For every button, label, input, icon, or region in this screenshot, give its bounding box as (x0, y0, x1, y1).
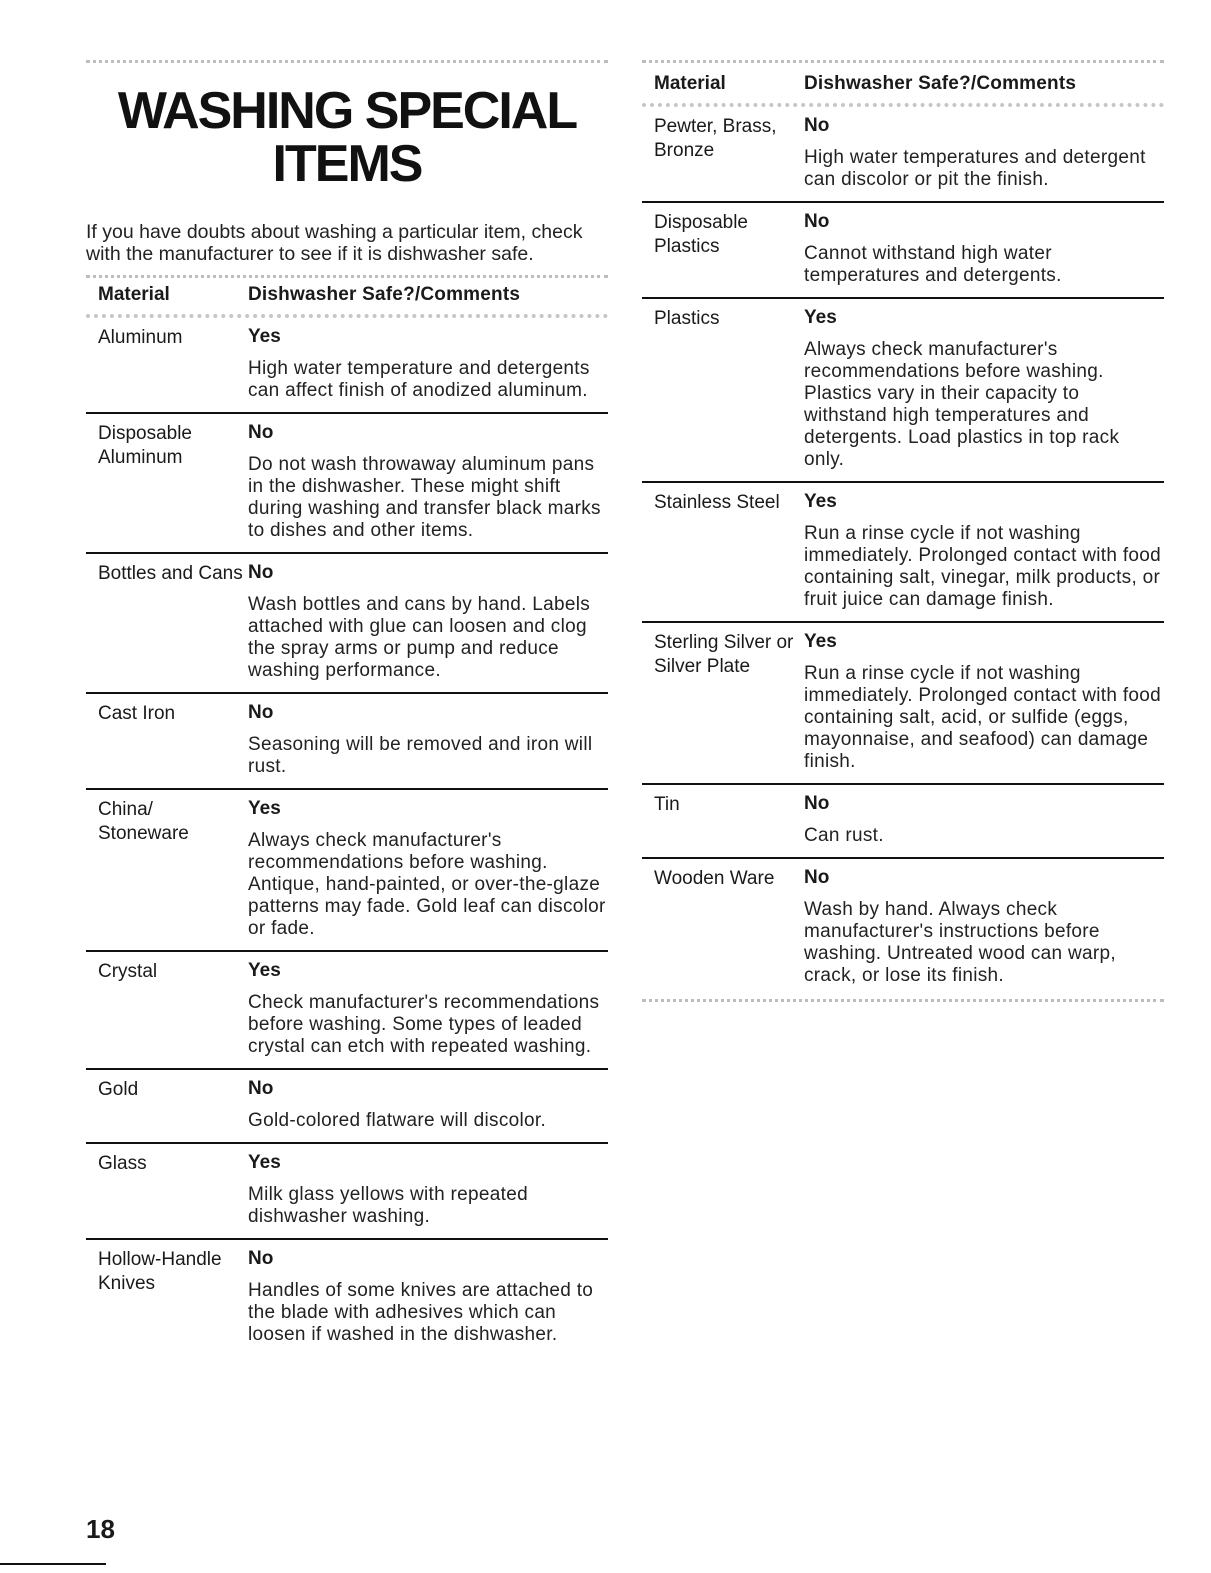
right-column (642, 60, 1164, 1002)
table-row (86, 692, 608, 788)
comment-cell (804, 629, 1164, 773)
comment-text: Wash by hand. Always check manufacturer's instructions before washing. Untreated wood can warp, crack, or lose its finish. (804, 899, 1116, 986)
comment-cell (248, 796, 608, 940)
material-cell: China/ Stoneware (98, 799, 189, 844)
table-row (86, 788, 608, 950)
table-header (86, 278, 608, 314)
material-cell: Tin (654, 794, 680, 815)
page-title (86, 82, 608, 193)
dishwasher-safe-verdict: No (248, 562, 274, 583)
material-cell: Wooden Ware (654, 868, 775, 889)
table-row (642, 107, 1164, 201)
table-row (642, 297, 1164, 481)
dishwasher-safe-verdict: No (248, 422, 274, 443)
table-row (642, 201, 1164, 297)
table-row (86, 552, 608, 692)
comment-cell (248, 420, 608, 542)
comment-cell (804, 489, 1164, 611)
footer-rule (0, 1563, 106, 1565)
table-row (642, 621, 1164, 783)
comment-text: High water temperatures and detergent can discolor or pit the finish. (804, 147, 1146, 190)
header-comments: Dishwasher Safe?/Comments (248, 284, 521, 305)
comment-text: Always check manufacturer's recommendations before washing. Plastics vary in their capacity to withstand high temperatures and detergents. Load plastics in top rack only. (804, 339, 1120, 470)
dishwasher-safe-verdict: No (248, 1078, 274, 1099)
comment-text: Always check manufacturer's recommendations before washing. Antique, hand-painted, or over-the-glaze patterns may fade. Gold leaf can discolor or fade. (248, 830, 606, 939)
comment-cell (248, 700, 608, 778)
comment-text: Gold-colored flatware will discolor. (248, 1110, 547, 1131)
table-row (86, 412, 608, 552)
table-row (642, 857, 1164, 997)
material-cell: Bottles and Cans (98, 563, 243, 584)
comment-text: Can rust. (804, 825, 884, 846)
comment-text: Wash bottles and cans by hand. Labels attached with glue can loosen and clog the spray arms or pump and reduce washing performance. (248, 594, 591, 681)
comment-cell (248, 324, 608, 402)
top-rule (86, 60, 608, 63)
material-cell: Cast Iron (98, 703, 176, 724)
dishwasher-safe-verdict: Yes (804, 631, 837, 652)
dishwasher-safe-verdict: Yes (248, 960, 281, 981)
material-cell: Hollow-Handle Knives (98, 1249, 222, 1294)
comment-text: High water temperature and detergents can affect finish of anodized aluminum. (248, 358, 590, 401)
material-cell: Pewter, Brass, Bronze (654, 116, 777, 161)
table-row (642, 783, 1164, 857)
material-cell: Sterling Silver or Silver Plate (654, 632, 794, 677)
material-cell: Plastics (654, 308, 720, 329)
table-row (86, 1068, 608, 1142)
comment-cell (248, 1076, 608, 1132)
material-cell: Stainless Steel (654, 492, 780, 513)
table-header-right (642, 63, 1164, 103)
dishwasher-safe-verdict: Yes (248, 326, 281, 347)
left-column (86, 60, 608, 1356)
dishwasher-safe-verdict: Yes (804, 307, 837, 328)
table-row (86, 318, 608, 412)
table-row (86, 950, 608, 1068)
table-row (86, 1142, 608, 1238)
dishwasher-safe-verdict: No (804, 115, 830, 136)
dishwasher-safe-verdict: No (248, 1248, 274, 1269)
comment-cell (248, 1246, 608, 1346)
header-material-right: Material (654, 73, 726, 94)
dishwasher-safe-verdict: No (804, 867, 830, 888)
comment-cell (804, 865, 1164, 987)
dishwasher-safe-verdict: No (248, 702, 274, 723)
comment-cell (248, 1150, 608, 1228)
table-end-rule (642, 999, 1164, 1002)
comment-text: Seasoning will be removed and iron will rust. (248, 734, 593, 777)
comment-text: Run a rinse cycle if not washing immediately. Prolonged contact with food containing salt, acid, or sulfide (eggs, mayonnaise, and seafood) can damage finish. (804, 663, 1161, 772)
material-cell: Aluminum (98, 327, 183, 348)
left-table (86, 318, 608, 1356)
header-comments-right: Dishwasher Safe?/Comments (804, 73, 1077, 94)
material-cell: Disposable Plastics (654, 212, 748, 257)
title-line-1: WASHING SPECIAL (117, 82, 577, 140)
dishwasher-safe-verdict: No (804, 793, 830, 814)
dishwasher-safe-verdict: No (804, 211, 830, 232)
page-number: 18 (86, 1514, 115, 1544)
comment-cell (804, 305, 1164, 471)
right-table (642, 107, 1164, 997)
comment-cell (804, 791, 1164, 847)
dishwasher-safe-verdict: Yes (248, 1152, 281, 1173)
material-cell: Disposable Aluminum (98, 423, 192, 468)
comment-text: Milk glass yellows with repeated dishwasher washing. (248, 1184, 528, 1227)
comment-cell (248, 958, 608, 1058)
dishwasher-safe-verdict: Yes (248, 798, 281, 819)
comment-text: Check manufacturer's recommendations before washing. Some types of leaded crystal can etch with repeated washing. (248, 992, 600, 1057)
material-cell: Glass (98, 1153, 147, 1174)
intro-text: If you have doubts about washing a particular item, check with the manufacturer to see if it is dishwasher safe. (86, 221, 583, 265)
comment-text: Do not wash throwaway aluminum pans in the dishwasher. These might shift during washing and transfer black marks to dishes and other items. (248, 454, 601, 541)
header-material: Material (98, 284, 170, 305)
comment-cell (804, 209, 1164, 287)
comment-text: Handles of some knives are attached to the blade with adhesives which can loosen if washed in the dishwasher. (248, 1280, 594, 1345)
dishwasher-safe-verdict: Yes (804, 491, 837, 512)
comment-text: Run a rinse cycle if not washing immediately. Prolonged contact with food containing salt, vinegar, milk products, or fruit juice can damage finish. (804, 523, 1161, 610)
comment-text: Cannot withstand high water temperatures and detergents. (804, 243, 1062, 286)
table-row (86, 1238, 608, 1356)
material-cell: Crystal (98, 961, 158, 982)
material-cell: Gold (98, 1079, 139, 1100)
comment-cell (248, 560, 608, 682)
comment-cell (804, 113, 1164, 191)
table-row (642, 481, 1164, 621)
title-line-2: ITEMS (272, 135, 422, 193)
